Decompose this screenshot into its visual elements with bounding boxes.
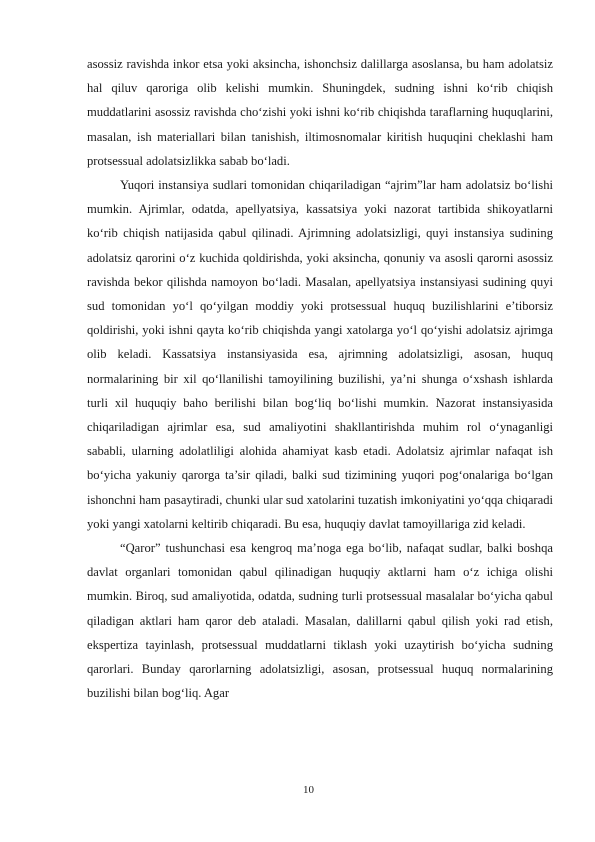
document-page — [87, 52, 553, 705]
paragraph-appellate-rulings: Yuqori instansiya sudlari tomonidan chiqariladigan “ajrim”lar ham adolatsiz bo‘lishi mumkin. Ajrimlar, odatda, apellyatsiya, kassatsiya yoki nazorat tartibida shikoyatlarni ko‘rib chiqish natijasida qabul qilinadi. Ajrimning adolatsizligi, quyi instansiya sudining adolatsiz qarorini o‘z kuchida qoldirishda, yoki aksincha, qonuniy va asosli qarorni asossiz ravishda bekor qilishda namoyon bo‘ladi. Masalan, apellyatsiya instansiyasi sudining quyi sud tomonidan yo‘l qo‘yilgan moddiy yoki protsessual huquq buzilishlarini e’tiborsiz qoldirishi, yoki ishni qayta ko‘rib chiqishda yangi xatolarga yo‘l qo‘yishi adolatsiz ajrimga olib keladi. Kassatsiya instansiyasida esa, ajrimning adolatsizligi, asosan, huquq normalarining bir xil qo‘llanilishi tamoyilining buzilishi, ya’ni shunga o‘xshash ishlarda turli xil huquqiy baho berilishi bilan bog‘liq bo‘lishi mumkin. Nazorat instansiyasida chiqariladigan ajrimlar esa, sud amaliyotini shakllantirishda muhim rol o‘ynaganligi sababli, ularning adolatliligi alohida ahamiyat kasb etadi. Adolatsiz ajrimlar nafaqat ish bo‘yicha yakuniy qarorga ta’sir qiladi, balki sud tizimining yuqori pog‘onalariga bo‘lgan ishonchni ham pasaytiradi, chunki ular sud xatolarini tuzatish imkoniyatini yo‘qqa chiqaradi yoki yangi xatolarni keltirib chiqaradi. Bu esa, huquqiy davlat tamoyillariga zid keladi. — [87, 178, 553, 531]
page-number: 10 — [303, 784, 314, 796]
paragraph-decision-concept: “Qaror” tushunchasi esa kengroq ma’noga ega bo‘lib, nafaqat sudlar, balki boshqa davlat organlari tomonidan qabul qilinadigan huquqiy aktlarni ham o‘z ichiga olishi mumkin. Biroq, sud amaliyotida, odatda, sudning turli protsessual masalalar bo‘yicha qabul qiladigan aktlari ham qaror deb ataladi. Masalan, dalillarni qabul qilish yoki rad etish, ekspertiza tayinlash, protsessual muddatlarni tiklash yoki uzaytirish bo‘yicha sudning qarorlari. Bunday qarorlarning adolatsizligi, asosan, protsessual huquq normalarining buzilishi bilan bog‘liq. Agar — [87, 541, 553, 701]
paragraph-continuation: asossiz ravishda inkor etsa yoki aksincha, ishonchsiz dalillarga asoslansa, bu ham adolatsiz hal qiluv qaroriga olib kelishi mumkin. Shuningdek, sudning ishni ko‘rib chiqish muddatlarini asossiz ravishda cho‘zishi yoki ishni ko‘rib chiqishda taraflarning huquqlarini, masalan, ish materiallari bilan tanishish, iltimosnomalar kiritish huquqini cheklashi ham protsessual adolatsizlikka sabab bo‘ladi. — [87, 57, 553, 168]
